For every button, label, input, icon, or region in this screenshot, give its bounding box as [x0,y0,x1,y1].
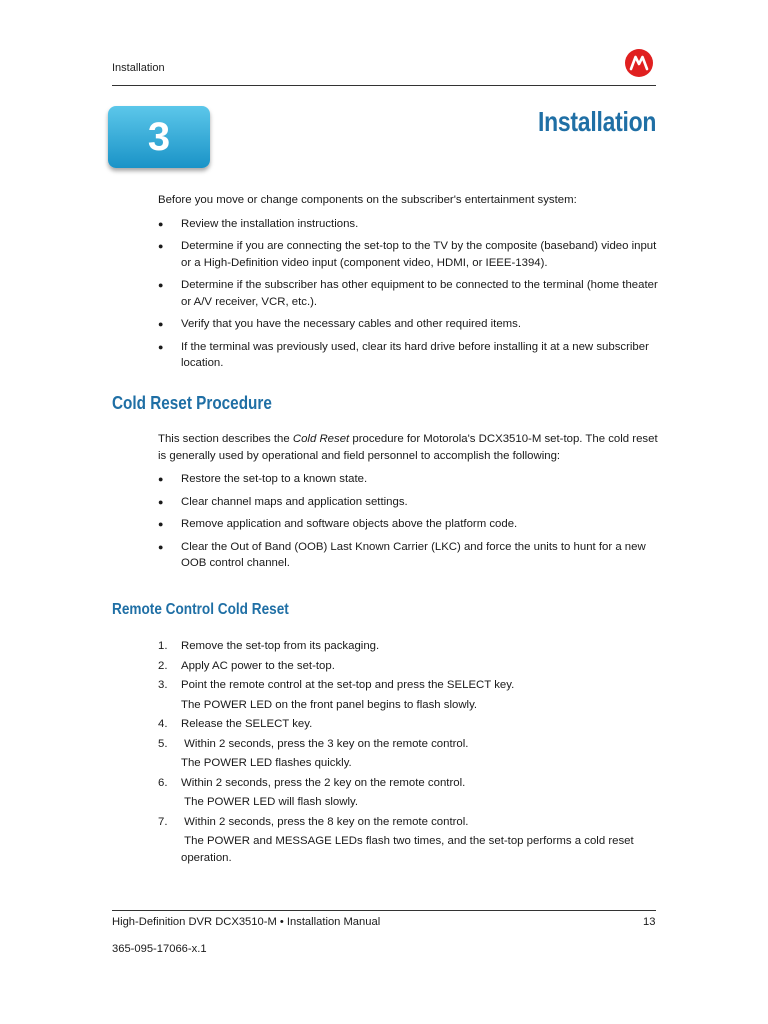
step-number: 5. [158,737,168,750]
step-item [158,736,658,772]
step-text: Within 2 seconds, press the 2 key on the remote control. [181,776,466,789]
footer-divider [112,910,656,911]
intro-bullet-list [158,216,658,372]
step-result-note: The POWER LED will flash slowly. [181,796,359,808]
cold-reset-section [158,431,658,578]
remote-reset-section [158,638,658,869]
doc-id: 365-095-17066-x.1 [112,943,207,955]
page-number: 13 [643,916,656,928]
remote-reset-step-list [158,638,658,866]
step-item [158,677,658,713]
bullet-item: ● Determine if you are connecting the set-top to the TV by the composite (baseband) video input or a High-Definition video input (component video, HDMI, or IEEE-1394). [158,238,658,271]
chapter-title: Installation [537,106,656,137]
step-text: Release the SELECT key. [181,718,313,730]
step-number: 2. [158,659,168,672]
bullet-item: ● Clear channel maps and application settings. [158,494,658,511]
remote-reset-heading: Remote Control Cold Reset [112,601,289,618]
step-result-note: The POWER LED on the front panel begins to flash slowly. [181,698,478,711]
step-text: Within 2 seconds, press the 8 key on the remote control. [181,815,469,828]
bullet-item: ● Verify that you have the necessary cables and other required items. [158,316,658,333]
motorola-logo-icon [625,49,653,77]
bullet-item: ● Review the installation instructions. [158,216,658,233]
step-item [158,638,658,655]
bullet-item: ● Remove application and software objects above the platform code. [158,516,658,533]
step-text: Within 2 seconds, press the 3 key on the remote control. [181,737,469,750]
bullet-item: ● Determine if the subscriber has other equipment to be connected to the terminal (home theater or A/V receiver, VCR, etc.). [158,277,658,310]
step-item [158,716,658,733]
step-number: 1. [158,640,168,652]
step-text: Remove the set-top from its packaging. [181,640,380,652]
step-number: 6. [158,776,168,789]
cold-reset-heading: Cold Reset Procedure [112,393,272,413]
intro-section [158,192,658,378]
footer-doc-title: High-Definition DVR DCX3510-M • Installation Manual [112,916,381,928]
cold-reset-paragraph: This section describes the Cold Reset procedure for Motorola's DCX3510-M set-top. The cold reset is generally used by operational and field personnel to accomplish the following: [158,433,658,462]
cold-reset-term: Cold Reset [292,433,350,445]
step-result-note: The POWER LED flashes quickly. [181,757,352,769]
chapter-number-badge: 3 [108,106,210,168]
step-number: 3. [158,679,168,691]
intro-lead: Before you move or change components on the subscriber's entertainment system: [158,194,577,206]
step-text: Apply AC power to the set-top. [181,659,335,672]
bullet-item: ● Restore the set-top to a known state. [158,471,658,488]
cold-reset-bullet-list [158,471,658,572]
running-header: Installation [112,62,165,74]
step-result-note: The POWER and MESSAGE LEDs flash two times, and the set-top performs a cold reset operation. [181,835,637,864]
step-number: 7. [158,815,168,828]
step-text: Point the remote control at the set-top and press the SELECT key. [181,679,515,691]
step-item [158,658,658,675]
header-divider [112,85,656,86]
bullet-item: ● Clear the Out of Band (OOB) Last Known Carrier (LKC) and force the units to hunt for a new OOB control channel. [158,539,658,572]
step-number: 4. [158,718,168,730]
step-item [158,775,658,811]
step-item [158,814,658,867]
bullet-item: ● If the terminal was previously used, clear its hard drive before installing it at a new subscriber location. [158,339,658,372]
